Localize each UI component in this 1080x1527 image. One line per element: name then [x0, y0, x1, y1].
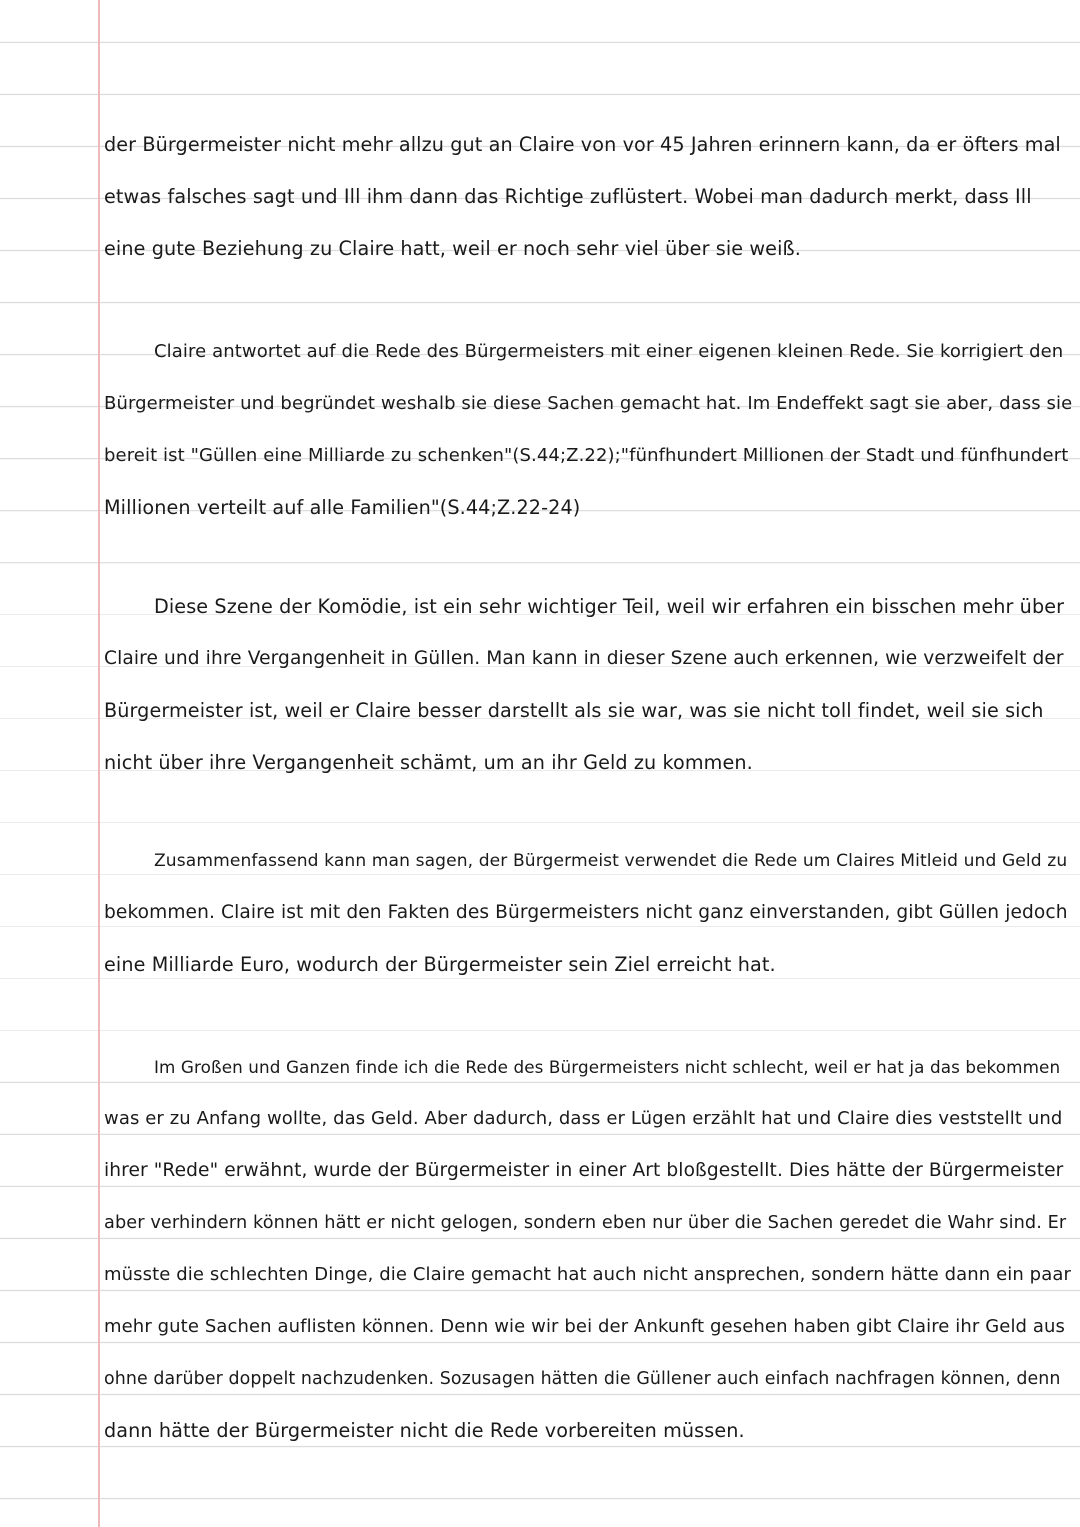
text-line: aber verhindern können hätt er nicht gelogen, sondern eben nur über die Sachen geredet die Wahr sind. Er [104, 1213, 1067, 1233]
text-line: bekommen. Claire ist mit den Fakten des Bürgermeisters nicht ganz einverstanden, gibt Güllen jedoch [104, 902, 1068, 923]
text-line: eine Milliarde Euro, wodurch der Bürgermeister sein Ziel erreicht hat. [104, 953, 776, 976]
text-line: Millionen verteilt auf alle Familien"(S.44;Z.22-24) [104, 496, 581, 519]
text-line: müsste die schlechten Dinge, die Claire gemacht hat auch nicht ansprechen, sondern hätte dann ein paar [104, 1264, 1071, 1285]
paragraph-3 [104, 581, 1072, 789]
text-line: eine gute Beziehung zu Claire hatt, weil er noch sehr viel über sie weiß. [104, 237, 801, 260]
paragraph-1 [104, 119, 1072, 275]
text-line: etwas falsches sagt und Ill ihm dann das Richtige zuflüstert. Wobei man dadurch merkt, dass Ill [104, 185, 1032, 208]
text-line: bereit ist "Güllen eine Milliarde zu schenken"(S.44;Z.22);"fünfhundert Millionen der Stadt und fünfhundert [104, 445, 1069, 466]
text-line: der Bürgermeister nicht mehr allzu gut an Claire von vor 45 Jahren erinnern kann, da er öfters mal [104, 133, 1061, 156]
paragraph-5 [104, 1041, 1072, 1457]
text-line: dann hätte der Bürgermeister nicht die Rede vorbereiten müssen. [104, 1419, 745, 1442]
text-line: was er zu Anfang wollte, das Geld. Aber dadurch, dass er Lügen erzählt hat und Claire dies veststellt und [104, 1108, 1063, 1129]
text-line: Bürgermeister und begründet weshalb sie diese Sachen gemacht hat. Im Endeffekt sagt sie aber, dass sie [104, 393, 1073, 414]
paragraph-4 [104, 835, 1072, 991]
text-line: mehr gute Sachen auflisten können. Denn wie wir bei der Ankunft gesehen haben gibt Claire ihr Geld aus [104, 1316, 1066, 1337]
text-line: Bürgermeister ist, weil er Claire besser darstellt als sie war, was sie nicht toll findet, weil sie sich [104, 699, 1044, 722]
text-line: nicht über ihre Vergangenheit schämt, um an ihr Geld zu kommen. [104, 751, 753, 774]
text-line: Claire antwortet auf die Rede des Bürgermeisters mit einer eigenen kleinen Rede. Sie korrigiert den [154, 341, 1064, 362]
text-line: Im Großen und Ganzen finde ich die Rede des Bürgermeisters nicht schlecht, weil er hat ja das bekommen [154, 1057, 1061, 1077]
text-line: ihrer "Rede" erwähnt, wurde der Bürgermeister in einer Art bloßgestellt. Dies hätte der Bürgermeister [104, 1160, 1064, 1181]
text-line: Zusammenfassend kann man sagen, der Bürgermeist verwendet die Rede um Claires Mitleid und Geld zu [154, 851, 1068, 871]
text-line: Diese Szene der Komödie, ist ein sehr wichtiger Teil, weil wir erfahren ein bisschen mehr über [154, 595, 1065, 618]
text-line: Claire und ihre Vergangenheit in Güllen. Man kann in dieser Szene auch erkennen, wie verzweifelt der [104, 648, 1064, 669]
text-line: ohne darüber doppelt nachzudenken. Sozusagen hätten die Güllener auch einfach nachfragen können, denn [104, 1369, 1061, 1389]
paragraph-2 [104, 326, 1072, 534]
